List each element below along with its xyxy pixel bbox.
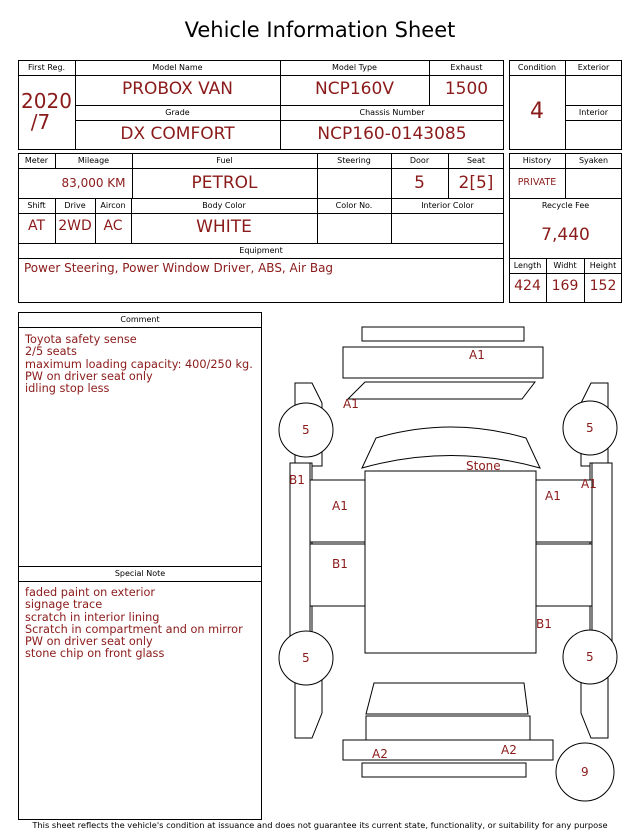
history-value: PRIVATE [517, 177, 557, 188]
special-note-line: faded paint on exterior [25, 586, 156, 599]
special-note-label: Special Note [114, 569, 166, 578]
comment-line: Toyota safety sense [25, 333, 137, 346]
length-label: Length [513, 261, 542, 270]
body-color-label: Body Color [202, 201, 246, 210]
shift-value: AT [27, 218, 46, 234]
door-label: Door [409, 156, 430, 165]
model-type-label: Model Type [332, 63, 377, 72]
fuel-value: PETROL [191, 173, 258, 193]
front-panel-outline [343, 347, 543, 378]
spare-tire-grade: 9 [581, 765, 589, 779]
first-reg-year: 2020 [21, 89, 72, 113]
interior-color-label: Interior Color [421, 201, 474, 210]
aircon-label: Aircon [100, 201, 126, 210]
equipment-value: Power Steering, Power Window Driver, ABS, Air Bag [24, 261, 334, 275]
damage-a1-left-fender: A1 [343, 397, 359, 411]
door-value: 5 [414, 173, 425, 193]
special-note-line: stone chip on front glass [25, 647, 165, 661]
damage-a1-right-edge: A1 [581, 477, 597, 491]
first-reg-month: /7 [30, 110, 51, 134]
meter-label: Meter [24, 156, 49, 165]
syaken-label: Syaken [578, 156, 609, 165]
seat-label: Seat [466, 156, 486, 165]
tire-front-right-grade: 5 [586, 421, 594, 435]
comment-label: Comment [120, 315, 160, 324]
model-name-value: PROBOX VAN [121, 79, 234, 99]
first-reg-label: First Reg. [27, 63, 66, 72]
comment-line: maximum loading capacity: 400/250 kg. [25, 357, 253, 371]
drive-label: Drive [64, 201, 86, 210]
equipment-label: Equipment [239, 246, 283, 255]
page-title: Vehicle Information Sheet [184, 18, 456, 42]
chassis-number-value: NCP160-0143085 [317, 124, 467, 144]
rear-panel-outline [362, 763, 526, 777]
special-note-line: Scratch in compartment and on mirror [25, 622, 243, 636]
special-note-line: signage trace [25, 598, 103, 612]
color-no-label: Color No. [335, 201, 373, 210]
front-bumper-outline [362, 327, 524, 341]
special-note-lines [25, 587, 243, 661]
roof-outline [365, 471, 536, 653]
damage-a1-left-door: A1 [332, 499, 348, 513]
height-label: Height [589, 261, 617, 270]
width-value: 169 [551, 278, 579, 294]
steering-label: Steering [337, 156, 371, 165]
mileage-label: Mileage [77, 156, 110, 165]
condition-label: Condition [517, 63, 557, 72]
recycle-fee-label: Recycle Fee [541, 201, 590, 210]
rear-window-outline [366, 683, 528, 714]
aircon-value: AC [103, 218, 123, 234]
damage-b1-right-rear: B1 [536, 617, 552, 631]
damage-a1-right-door: A1 [545, 489, 561, 503]
tire-rear-right-grade: 5 [586, 650, 594, 664]
drive-value: 2WD [58, 218, 92, 234]
history-label: History [522, 156, 552, 165]
damage-b1-left-pillar: B1 [289, 473, 305, 487]
right-body-outline [592, 463, 612, 658]
windshield-outline [362, 427, 540, 468]
right-rear-door-outline [536, 544, 592, 606]
special-note-line: PW on driver seat only [25, 635, 153, 649]
damage-a1-top: A1 [469, 348, 485, 362]
width-label: Widht [553, 261, 577, 270]
interior-label: Interior [578, 108, 609, 117]
left-body-outline [290, 463, 310, 658]
grade-label: Grade [165, 108, 190, 117]
fuel-label: Fuel [216, 156, 233, 165]
exhaust-label: Exhaust [450, 63, 483, 72]
mileage-value: 83,000 KM [61, 176, 126, 190]
grade-value: DX COMFORT [120, 124, 235, 144]
condition-value: 4 [530, 99, 544, 124]
comment-line: 2/5 seats [25, 345, 77, 359]
exhaust-value: 1500 [444, 79, 489, 99]
car-damage-diagram [270, 318, 632, 818]
comment-line: PW on driver seat only [25, 369, 153, 383]
height-value: 152 [589, 278, 617, 294]
damage-a2-left: A2 [372, 747, 388, 761]
body-color-value: WHITE [196, 217, 252, 237]
tire-rear-left-grade: 5 [302, 651, 310, 665]
disclaimer-footer: This sheet reflects the vehicle's condition at issuance and does not guarantee its current state, functionality, or suitability for any purpose [32, 820, 608, 830]
recycle-fee-value: 7,440 [541, 225, 590, 245]
model-name-label: Model Name [152, 63, 203, 72]
seat-value: 2[5] [458, 173, 494, 193]
special-note-line: scratch in interior lining [25, 610, 160, 624]
damage-a2-right: A2 [501, 743, 517, 757]
chassis-number-label: Chassis Number [359, 108, 425, 117]
length-value: 424 [514, 278, 541, 294]
comment-lines [25, 334, 253, 395]
hood-outline [348, 382, 535, 399]
model-type-value: NCP160V [315, 79, 394, 99]
comment-line: idling stop less [25, 382, 110, 396]
damage-stone: Stone [466, 459, 501, 473]
left-rear-door-outline [310, 544, 365, 606]
exterior-label: Exterior [577, 63, 610, 72]
tire-front-left-grade: 5 [302, 423, 310, 437]
damage-b1-left-rear: B1 [332, 557, 348, 571]
shift-label: Shift [27, 201, 46, 210]
